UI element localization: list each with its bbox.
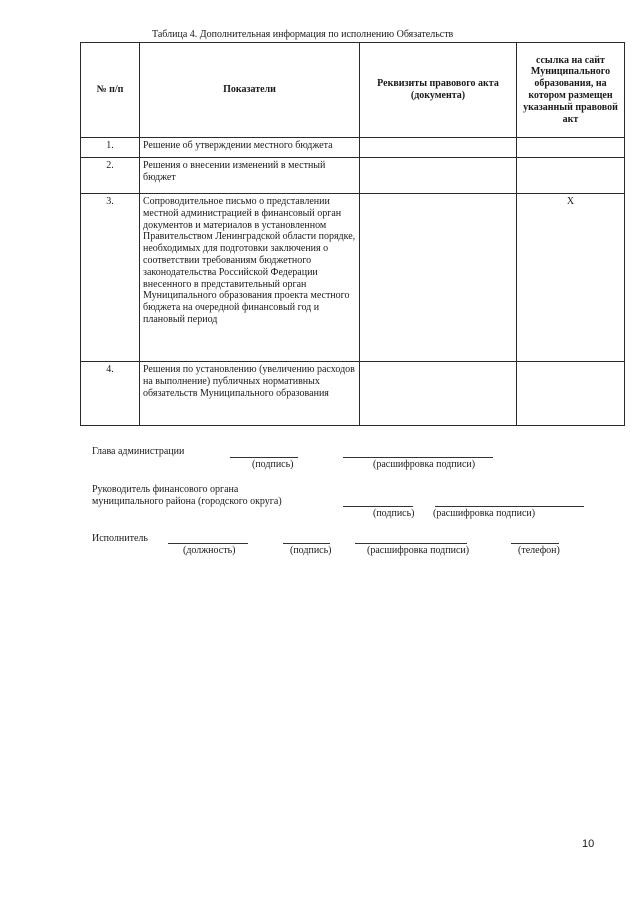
fin-head-decoding-caption: (расшифровка подписи) <box>433 508 536 519</box>
fin-head-signature-line <box>343 506 413 507</box>
row-text: Решения по установлению (увеличению расходов на выполнение) публичных нормативных обязательств Муниципального образования <box>140 362 360 426</box>
executor-phone-caption: (телефон) <box>518 545 560 556</box>
executor-signature-caption: (подпись) <box>290 545 332 556</box>
page-number: 10 <box>582 838 595 850</box>
table-row <box>81 194 625 362</box>
row-link <box>517 158 625 194</box>
table-row <box>81 158 625 194</box>
row-num: 1. <box>81 138 140 158</box>
row-link-x-mark: Х <box>517 194 625 362</box>
table-caption: Таблица 4. Дополнительная информация по исполнению Обязательств <box>152 29 454 40</box>
row-text: Сопроводительное письмо о представлении местной администрацией в финансовый орган документов и материалов в установленном Правительством Ленинградской области порядке, необходимых для подготовки заключения о соответствии требованиям бюджетного законодательства Российской Федерации внесенного в представительный орган Муниципального образования проекта местного бюджета на очередной финансовый год и плановый период <box>140 194 360 362</box>
obligations-table <box>80 42 625 426</box>
fin-head-label-line2: муниципального района (городского округа) <box>92 496 282 507</box>
row-requisites <box>360 158 517 194</box>
head-admin-signature-line <box>230 457 298 458</box>
table-row <box>81 362 625 426</box>
executor-phone-line <box>511 543 559 544</box>
table-row <box>81 138 625 158</box>
row-text: Решения о внесении изменений в местный бюджет <box>140 158 360 194</box>
fin-head-decoding-line <box>435 506 584 507</box>
head-admin-decoding-line <box>343 457 493 458</box>
row-num: 4. <box>81 362 140 426</box>
header-requisites: Реквизиты правового акта (документа) <box>360 43 517 138</box>
executor-label: Исполнитель <box>92 533 148 544</box>
row-link <box>517 138 625 158</box>
head-admin-decoding-caption: (расшифровка подписи) <box>373 459 476 470</box>
row-text: Решение об утверждении местного бюджета <box>140 138 360 158</box>
executor-decoding-caption: (расшифровка подписи) <box>367 545 470 556</box>
header-indicators: Показатели <box>140 43 360 138</box>
row-num: 3. <box>81 194 140 362</box>
executor-signature-line <box>283 543 330 544</box>
executor-decoding-line <box>355 543 467 544</box>
row-requisites <box>360 138 517 158</box>
fin-head-signature-caption: (подпись) <box>373 508 415 519</box>
executor-position-caption: (должность) <box>183 545 236 556</box>
header-site-link: ссылка на сайт Муниципального образования, на котором размещен указанный правовой акт <box>517 43 625 138</box>
row-link <box>517 362 625 426</box>
head-admin-label: Глава администрации <box>92 446 185 457</box>
head-admin-signature-caption: (подпись) <box>252 459 294 470</box>
row-requisites <box>360 194 517 362</box>
fin-head-label-line1: Руководитель финансового органа <box>92 484 239 495</box>
executor-position-line <box>168 543 248 544</box>
header-num: № п/п <box>81 43 140 138</box>
row-num: 2. <box>81 158 140 194</box>
row-requisites <box>360 362 517 426</box>
